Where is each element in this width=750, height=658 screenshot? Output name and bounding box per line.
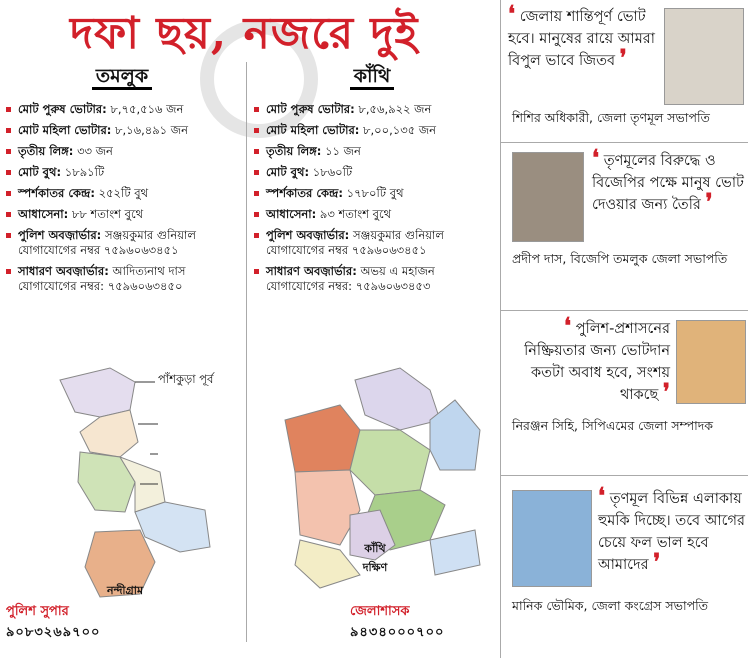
portrait-photo-4 [512, 490, 592, 587]
tamluk-stat-item [4, 144, 240, 159]
stat-value: ১৮৬০টি [312, 165, 353, 179]
quote-card-4 [598, 483, 748, 576]
stat-label: পুলিশ অবজ়ার্ভার: [18, 228, 102, 242]
tamluk-stat-item [4, 264, 240, 294]
tamluk-contact: পুলিশ সুপার ৯০৮৩২৬৯৭০০ [6, 604, 101, 640]
stat-value: ৩৩ জন [77, 144, 113, 158]
stat-label: মোট বুথ: [266, 165, 310, 179]
map-label-nandigram: নন্দীগ্রাম [107, 584, 144, 597]
tamluk-column [4, 62, 240, 300]
tamluk-stat-item [4, 207, 240, 222]
stat-label: তৃতীয় লিঙ্গ: [266, 144, 322, 158]
stat-value: ৮,০০,১৩৫ জন [363, 123, 436, 137]
quote-separator [500, 475, 748, 476]
stat-label: পুলিশ অবজ়ার্ভার: [266, 228, 350, 242]
portrait-photo-3 [676, 320, 746, 404]
kanthi-stat-item [252, 102, 492, 117]
column-divider [246, 62, 247, 642]
stat-value: ৯৩ শতাংশ বুথে [319, 207, 392, 221]
tamluk-stat-item [4, 102, 240, 117]
kanthi-stat-item [252, 144, 492, 159]
portrait-photo-2 [512, 152, 584, 242]
stat-value: সঞ্জয়কুমার গুনিয়াল যোগাযোগের নম্বর ৭৫৯৬০৬৩৪৫১ [18, 228, 196, 257]
stat-label: মোট পুরুষ ভোটার: [266, 102, 355, 116]
stat-value: আদিত্যনাথ দাস যোগাযোগের নম্বর: ৭৫৯৬০৬৩৪৫০ [18, 264, 186, 293]
stat-value: ২৫২টি বুথ [98, 186, 149, 200]
stat-value: ৮৮ শতাংশ বুথে [71, 207, 144, 221]
quote-text: ❛ পুলিশ-প্রশাসনের নিষ্ক্রিয়তার জন্য ভোটদান কতটা অবাধ হবে, সংশয় থাকছে ❜ [524, 313, 670, 405]
stat-label: সাধারণ অবজ়ার্ভার: [266, 264, 357, 278]
tamluk-stats [4, 102, 240, 294]
quote-card-2 [592, 145, 747, 216]
tamluk-stat-item [4, 228, 240, 258]
map-label-kanthi-south: কাঁথি দক্ষিণ [362, 542, 388, 574]
kanthi-stat-item [252, 264, 492, 294]
kanthi-column [252, 62, 492, 300]
quote-separator [500, 310, 748, 311]
stat-value: ১৮৯১টি [64, 165, 105, 179]
quote-text: ❛ জেলায় শান্তিপূর্ণ ভোট হবে। মানুষের রায়ে আমরা বিপুল ভাবে জিতব ❜ [508, 1, 655, 71]
kanthi-stat-item [252, 207, 492, 222]
tamluk-stat-item [4, 123, 240, 138]
kanthi-stat-item [252, 186, 492, 201]
quote-attrib-1: শিশির অধিকারী, জেলা তৃণমূল সভাপতি [512, 110, 710, 125]
quote-attrib-4: মানিক ভৌমিক, জেলা কংগ্রেস সভাপতি [512, 598, 709, 613]
quote-card-3 [520, 313, 670, 406]
tamluk-stat-item [4, 186, 240, 201]
quote-text: ❛ তৃণমূলের বিরুদ্ধে ও বিজেপির পক্ষে মানুষ ভোট দেওয়ার জন্য তৈরি ❜ [592, 145, 744, 215]
kanthi-stat-item [252, 123, 492, 138]
quote-attrib-2: প্রদীপ দাস, বিজেপি তমলুক জেলা সভাপতি [512, 251, 728, 266]
kanthi-title: কাঁথি [252, 62, 492, 96]
stat-label: স্পর্শকাতর কেন্দ্র: [266, 186, 343, 200]
stat-label: আধাসেনা: [266, 207, 317, 221]
stat-label: স্পর্শকাতর কেন্দ্র: [18, 186, 95, 200]
stat-value: অভয় এ মহাজন যোগাযোগের নম্বর: ৭৫৯৬০৬৩৪৫৩ [266, 264, 435, 293]
stat-label: মোট বুথ: [18, 165, 62, 179]
map-label-panskura: পাঁশকুড়া পূর্ব [158, 372, 214, 386]
headline: দফা ছয়, নজরে দুই [70, 8, 419, 59]
quote-separator [500, 142, 748, 143]
stat-label: আধাসেনা: [18, 207, 69, 221]
stat-label: তৃতীয় লিঙ্গ: [18, 144, 74, 158]
kanthi-stat-item [252, 228, 492, 258]
tamluk-title: তমলুক [4, 62, 240, 96]
stat-label: মোট মহিলা ভোটার: [18, 123, 112, 137]
kanthi-contact: জেলাশাসক ৯৪৩৪০০০৭০০ [350, 604, 445, 640]
stat-label: সাধারণ অবজ়ার্ভার: [18, 264, 109, 278]
stat-value: ৮,৫৬,৯২২ জন [358, 102, 432, 116]
stat-value: ১১ জন [325, 144, 361, 158]
portrait-photo-1 [664, 8, 744, 105]
stat-value: ৮,১৬,৪৯১ জন [115, 123, 188, 137]
stat-value: সঞ্জয়কুমার গুনিয়াল যোগাযোগের নম্বর ৭৫৯৬০৬৩৪৫১ [266, 228, 444, 257]
quotes-divider [500, 0, 501, 658]
stat-value: ১৭৮০টি বুথ [346, 186, 404, 200]
tamluk-stat-item [4, 165, 240, 180]
quote-card-1 [508, 1, 663, 72]
stat-value: ৮,৭৫,৫১৬ জন [110, 102, 184, 116]
quote-text: ❛ তৃণমূল বিভিন্ন এলাকায় হুমকি দিচ্ছে। তবে আগের চেয়ে ফল ভাল হবে আমাদের ❜ [598, 483, 745, 575]
kanthi-stat-item [252, 165, 492, 180]
stat-label: মোট পুরুষ ভোটার: [18, 102, 107, 116]
kanthi-stats [252, 102, 492, 294]
stat-label: মোট মহিলা ভোটার: [266, 123, 360, 137]
quote-attrib-3: নিরঞ্জন সিহি, সিপিএমের জেলা সম্পাদক [512, 418, 714, 433]
tamluk-map [40, 362, 240, 612]
